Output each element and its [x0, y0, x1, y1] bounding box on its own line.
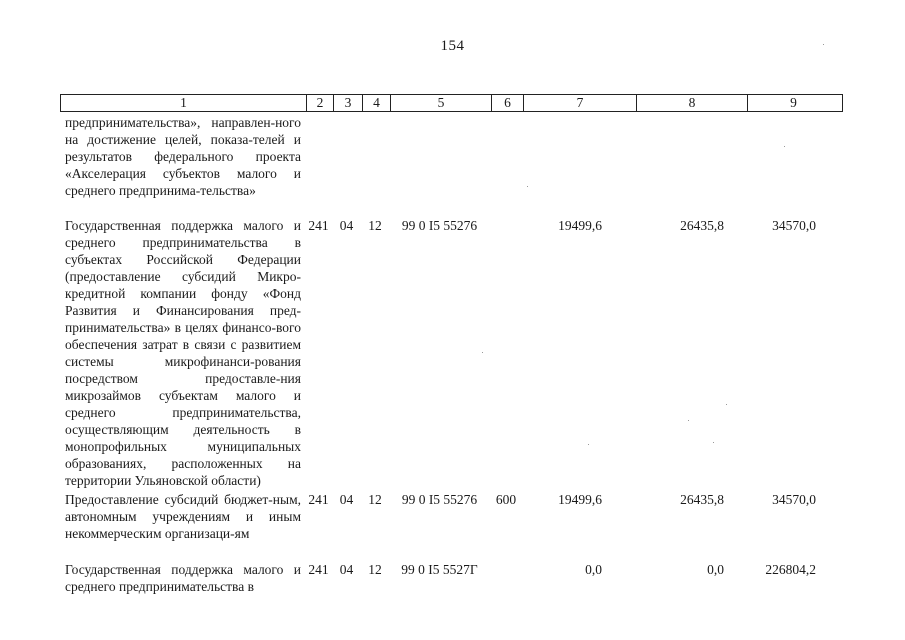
row-value-8: 26435,8 — [680, 492, 724, 507]
row-value-9 — [746, 114, 838, 199]
row-code-6: 600 — [495, 492, 517, 507]
row-value-9: 226804,2 — [765, 562, 816, 577]
row-value-8 — [635, 114, 746, 199]
row-value-9: 34570,0 — [772, 492, 816, 507]
row-code-4: 12 — [368, 562, 382, 577]
scan-speck — [688, 420, 689, 421]
row-code-5: 99 0 I5 55276 — [401, 218, 478, 233]
scan-speck — [726, 404, 727, 405]
row-code-2: 241 — [308, 218, 329, 233]
row-value-7 — [522, 114, 635, 199]
row-code-3: 04 — [339, 218, 354, 233]
row-value-8: 26435,8 — [680, 218, 724, 233]
table-row — [60, 561, 843, 595]
header-col-6: 6 — [491, 95, 523, 111]
row-code-3: 04 — [339, 492, 354, 507]
row-code-5: 99 0 I5 5527Г — [401, 562, 478, 577]
row-value-7: 19499,6 — [558, 492, 602, 507]
row-description: Предоставление субсидий бюджет-ным, автономным учреждениям и иным некоммерческим организаци-ям — [65, 492, 301, 541]
scan-speck — [527, 186, 528, 187]
scan-speck — [482, 352, 483, 353]
row-value-8: 0,0 — [707, 562, 724, 577]
row-value-7: 19499,6 — [558, 218, 602, 233]
row-code-6 — [490, 114, 522, 199]
scan-speck — [823, 44, 824, 45]
header-col-3: 3 — [333, 95, 362, 111]
row-code-2: 241 — [308, 562, 329, 577]
scan-speck — [588, 444, 589, 445]
row-code-3: 04 — [339, 562, 354, 577]
header-col-2: 2 — [306, 95, 333, 111]
table-header — [60, 94, 843, 112]
scan-speck — [713, 442, 714, 443]
row-code-6 — [490, 217, 522, 489]
row-description: предпринимательства», направлен-ного на достижение целей, показа-телей и результатов федерального проекта «Акселерация субъектов малого и среднего предпринима-тельства» — [65, 115, 301, 198]
row-code-5: 99 0 I5 55276 — [401, 492, 478, 507]
header-col-8: 8 — [636, 95, 747, 111]
row-description: Государственная поддержка малого и среднего предпринимательства в — [65, 562, 301, 594]
header-col-5: 5 — [390, 95, 491, 111]
row-code-6 — [490, 561, 522, 595]
table-row — [60, 491, 843, 542]
table-row — [60, 114, 843, 199]
header-col-9: 9 — [747, 95, 839, 111]
row-code-4 — [361, 114, 389, 199]
row-code-2: 241 — [308, 492, 329, 507]
scan-speck — [784, 146, 785, 147]
page-number: 154 — [440, 38, 465, 54]
row-description: Государственная поддержка малого и среднего предпринимательства в субъектах Российской Федерации (предоставление субсидий Микро-кредитной компании фонду «Фонд Развития и Финансирования пред-принимательства» в целях финансо-вого обеспечения затрат в связи с развитием системы микрофинанси-рования посредством предоставле-ния микрозаймов субъектам малого и среднего предпринимательства, осуществляющим деятельность в монопрофильных муниципальных образованиях, расположенных на территории Ульяновской области) — [65, 218, 301, 488]
row-value-9: 34570,0 — [772, 218, 816, 233]
row-code-2 — [305, 114, 332, 199]
header-col-1: 1 — [180, 95, 187, 110]
row-code-5 — [389, 114, 490, 199]
row-value-7: 0,0 — [585, 562, 602, 577]
row-code-4: 12 — [368, 492, 382, 507]
header-col-7: 7 — [523, 95, 636, 111]
row-code-4: 12 — [368, 218, 382, 233]
header-col-4: 4 — [362, 95, 390, 111]
table-row — [60, 217, 843, 489]
row-code-3 — [332, 114, 361, 199]
